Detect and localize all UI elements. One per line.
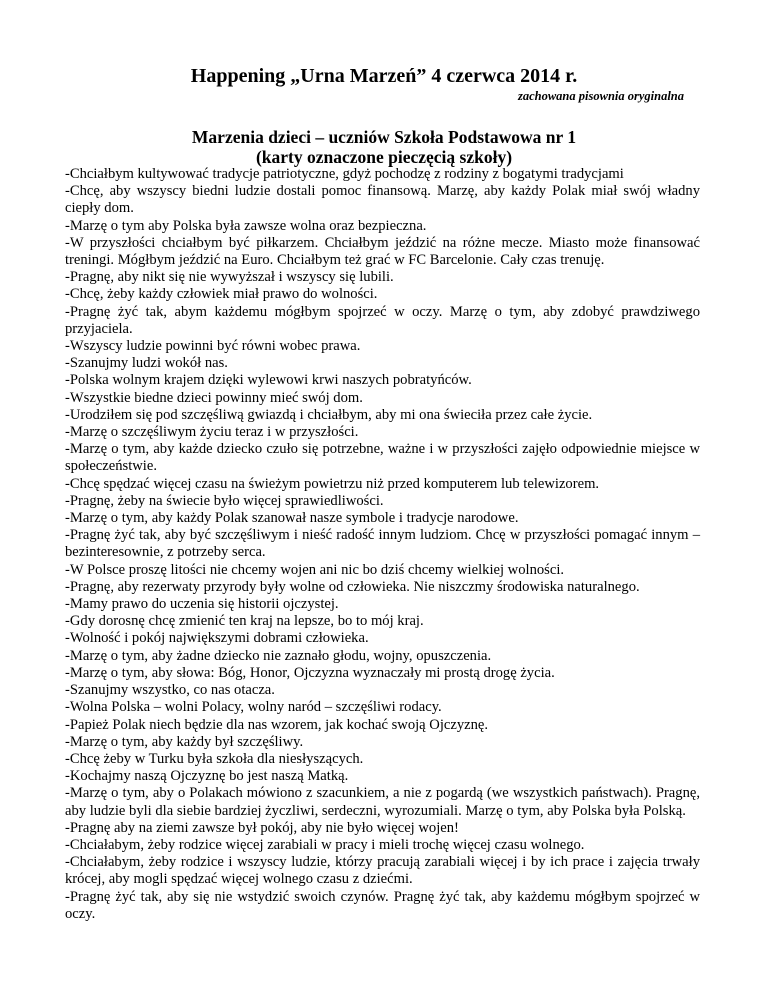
wish-entry: -Chcę, aby wszyscy biedni ludzie dostali pomoc finansową. Marzę, aby każdy Polak miał swój władny ciepły dom.	[65, 183, 700, 217]
wish-entry: -Mamy prawo do uczenia się historii ojczystej.	[65, 596, 339, 613]
wish-entry: -Marzę o szczęśliwym życiu teraz i w przyszłości.	[65, 424, 359, 441]
wish-entry: -Chcę spędzać więcej czasu na świeżym powietrzu niż przed komputerem lub telewizorem.	[65, 475, 600, 492]
wish-entry: -Chcę żeby w Turku była szkoła dla niesłyszących.	[65, 750, 364, 767]
wish-entry: -Marzę o tym aby Polska była zawsze wolna oraz bezpieczna.	[65, 217, 427, 234]
wish-entry: -Chciałbym kultywować tradycje patriotyczne, gdyż pochodzę z rodziny z bogatymi tradycjami	[65, 166, 624, 182]
wish-entry: -Szanujmy wszystko, co nas otacza.	[65, 682, 275, 699]
section-heading-line-2: (karty oznaczone pieczęcią szkoły)	[255, 147, 513, 167]
wish-entry: -Pragnę żyć tak, abym każdemu mógłbym spojrzeć w oczy. Marzę o tym, aby zdobyć prawdziwego przyjaciela.	[65, 303, 700, 337]
document-title: Happening „Urna Marzeń” 4 czerwca 2014 r.	[190, 65, 578, 87]
wish-entry: -Kochajmy naszą Ojczyznę bo jest naszą Matką.	[65, 768, 349, 785]
wish-entry: -Szanujmy ludzi wokół nas.	[65, 355, 228, 372]
wishes-list	[65, 166, 700, 923]
wish-entry: -Wszyscy ludzie powinni być równi wobec prawa.	[65, 338, 361, 355]
wish-entry: -Pragnę, żeby na świecie było więcej sprawiedliwości.	[65, 492, 384, 509]
wish-entry: -Gdy dorosnę chcę zmienić ten kraj na lepsze, bo to mój kraj.	[65, 613, 424, 630]
wish-entry: -Marzę o tym, aby każdy był szczęśliwy.	[65, 733, 304, 750]
section-heading	[0, 127, 768, 167]
wish-entry: -Marzę o tym, aby o Polakach mówiono z szacunkiem, a nie z pogardą (we wszystkich państwach). Pragnę, aby ludzie byli dla siebie bardziej życzliwi, serdeczni, wyrozumiali. Marzę o tym, aby Polska była Polską.	[65, 785, 700, 819]
spelling-note: zachowana pisownia oryginalna	[517, 89, 684, 103]
wish-entry: -Marzę o tym, aby każdy Polak szanował nasze symbole i tradycje narodowe.	[65, 510, 519, 527]
wish-entry: -Pragnę, aby nikt się nie wywyższał i wszyscy się lubili.	[65, 269, 394, 286]
wish-entry: -Chcę, żeby każdy człowiek miał prawo do wolności.	[65, 286, 378, 303]
section-heading-line-1: Marzenia dzieci – uczniów Szkoła Podstawowa nr 1	[191, 127, 577, 147]
wish-entry: -Chciałabym, żeby rodzice i wszyscy ludzie, którzy pracują zarabiali więcej i by ich prace i zajęcia trwały krócej, aby mogli spędzać więcej wolnego czasu z dziećmi.	[65, 854, 700, 888]
wish-entry: -Pragnę aby na ziemi zawsze był pokój, aby nie było więcej wojen!	[65, 819, 459, 836]
wish-entry: -Pragnę żyć tak, aby być szczęśliwym i nieść radość innym ludziom. Chcę w przyszłości pomagać innym – bezinteresownie, z potrzeby serca.	[65, 527, 700, 561]
wish-entry: -Papież Polak niech będzie dla nas wzorem, jak kochać swoją Ojczyznę.	[65, 716, 489, 733]
wish-entry: -Polska wolnym krajem dzięki wylewowi krwi naszych pobratyńców.	[65, 372, 472, 389]
wish-entry: -Urodziłem się pod szczęśliwą gwiazdą i chciałbym, aby mi ona świeciła przez całe życie.	[65, 406, 593, 423]
wish-entry: -Pragnę żyć tak, aby się nie wstydzić swoich czynów. Pragnę żyć tak, aby każdemu mógłbym spojrzeć w oczy.	[65, 888, 700, 922]
wish-entry: -Marzę o tym, aby słowa: Bóg, Honor, Ojczyzna wyznaczały mi prostą drogę życia.	[65, 664, 555, 681]
wish-entry: -Marzę o tym, aby każde dziecko czuło się potrzebne, ważne i w przyszłości zajęło odpowiednie miejsce w społeczeństwie.	[65, 441, 700, 475]
wish-entry: -Wolna Polska – wolni Polacy, wolny naród – szczęśliwi rodacy.	[65, 699, 442, 716]
wish-entry: -Chciałabym, żeby rodzice więcej zarabiali w pracy i mieli trochę więcej czasu wolnego.	[65, 836, 585, 853]
wish-entry: -W przyszłości chciałbym być piłkarzem. Chciałbym jeździć na różne mecze. Miasto może finansować treningi. Mógłbym jeździć na Euro. Chciałbym też grać w FC Barcelonie. Cały czas trenuję.	[65, 234, 700, 269]
wish-entry: -W Polsce proszę litości nie chcemy wojen ani nic bo dziś chcemy wielkiej wolności.	[65, 561, 565, 578]
wish-entry: -Marzę o tym, aby żadne dziecko nie zaznało głodu, wojny, opuszczenia.	[65, 647, 492, 664]
wish-entry: -Wolność i pokój największymi dobrami człowieka.	[65, 630, 369, 647]
wish-entry: -Pragnę, aby rezerwaty przyrody były wolne od człowieka. Nie niszczmy środowiska naturalnego.	[65, 578, 640, 595]
wish-entry: -Wszystkie biedne dzieci powinny mieć swój dom.	[65, 389, 363, 406]
